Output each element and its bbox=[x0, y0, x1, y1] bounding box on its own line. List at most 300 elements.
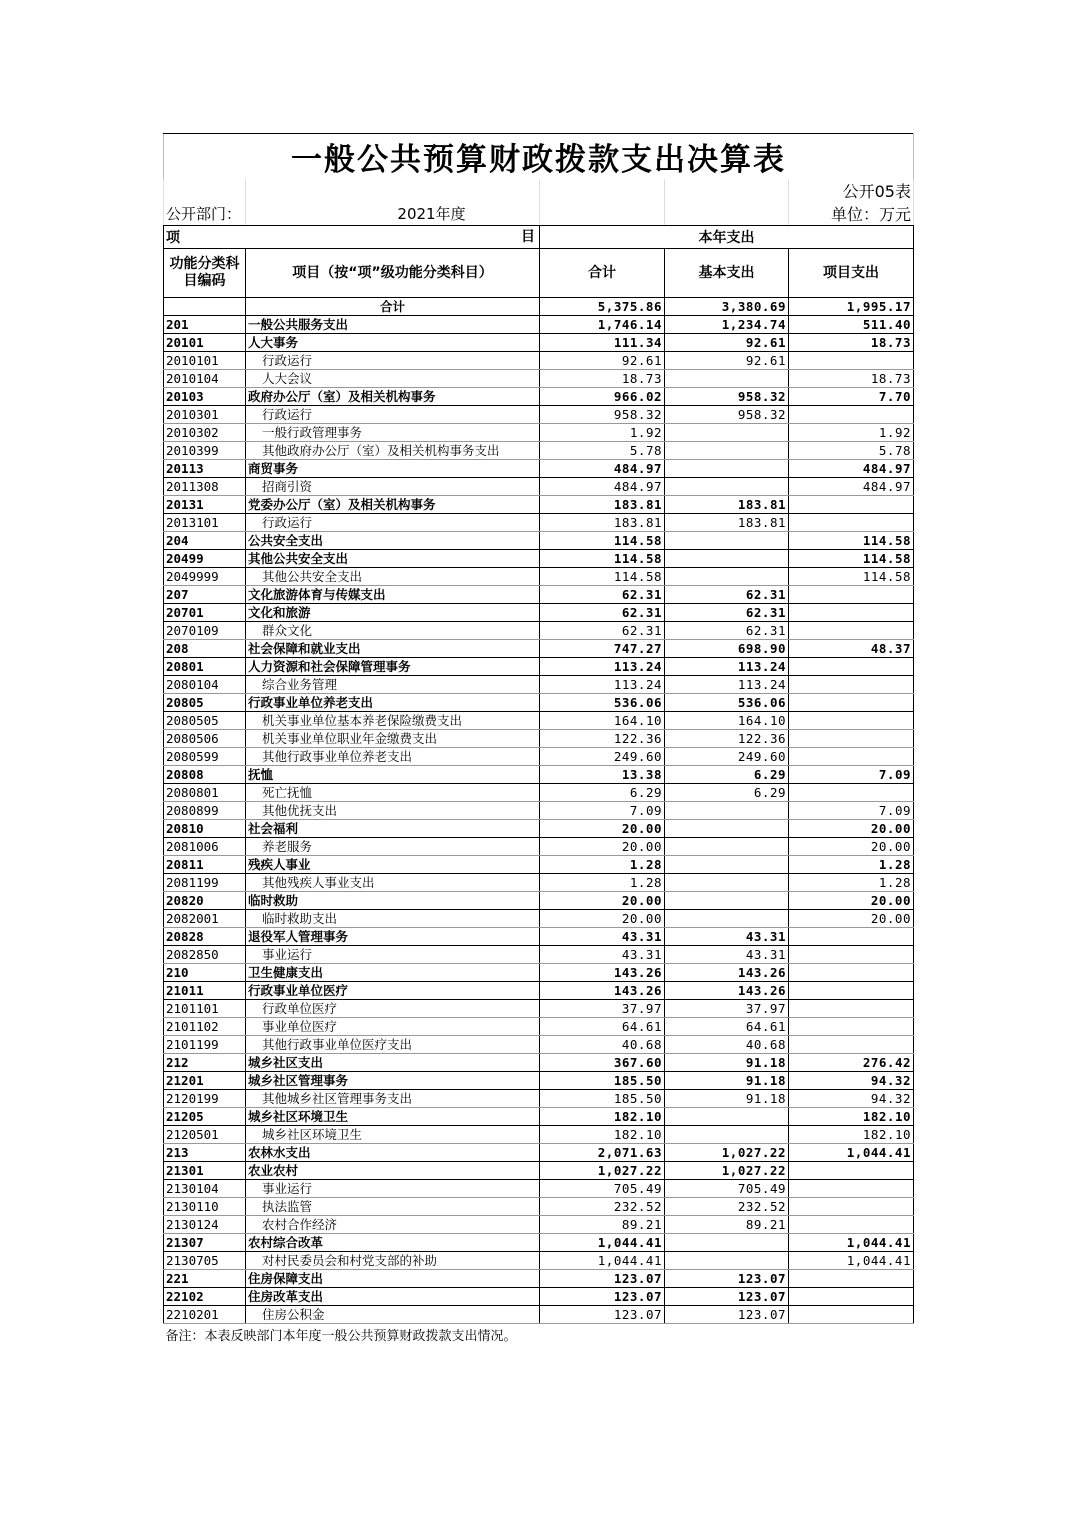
row-total: 1,746.14 bbox=[540, 316, 665, 334]
row-basic: 705.49 bbox=[665, 1180, 789, 1198]
row-name: 农村综合改革 bbox=[246, 1234, 540, 1252]
row-basic: 92.61 bbox=[665, 352, 789, 370]
row-project: 94.32 bbox=[789, 1072, 914, 1090]
row-code: 2010301 bbox=[164, 406, 246, 424]
row-project: 18.73 bbox=[789, 334, 914, 352]
row-name: 行政运行 bbox=[246, 514, 540, 532]
row-project: 1,044.41 bbox=[789, 1234, 914, 1252]
row-project bbox=[789, 1198, 914, 1216]
row-name: 公共安全支出 bbox=[246, 532, 540, 550]
table-row bbox=[164, 892, 914, 910]
row-total: 143.26 bbox=[540, 982, 665, 1000]
row-name: 死亡抚恤 bbox=[246, 784, 540, 802]
row-name: 文化旅游体育与传媒支出 bbox=[246, 586, 540, 604]
row-total: 1,044.41 bbox=[540, 1234, 665, 1252]
row-code: 20131 bbox=[164, 496, 246, 514]
row-project bbox=[789, 1018, 914, 1036]
row-code: 2010104 bbox=[164, 370, 246, 388]
row-name: 事业运行 bbox=[246, 946, 540, 964]
row-total: 18.73 bbox=[540, 370, 665, 388]
row-basic bbox=[665, 892, 789, 910]
row-project bbox=[789, 964, 914, 982]
row-basic: 89.21 bbox=[665, 1216, 789, 1234]
row-code: 2080899 bbox=[164, 802, 246, 820]
row-basic bbox=[665, 424, 789, 442]
row-name: 事业运行 bbox=[246, 1180, 540, 1198]
row-project: 1.28 bbox=[789, 874, 914, 892]
table-row bbox=[164, 1018, 914, 1036]
row-total: 1,044.41 bbox=[540, 1252, 665, 1270]
row-total: 249.60 bbox=[540, 748, 665, 766]
table-row bbox=[164, 406, 914, 424]
table-row bbox=[164, 856, 914, 874]
table-row bbox=[164, 766, 914, 784]
row-project: 20.00 bbox=[789, 910, 914, 928]
row-code: 2070109 bbox=[164, 622, 246, 640]
table-row bbox=[164, 496, 914, 514]
project-column-header: 项目支出 bbox=[789, 249, 914, 298]
row-basic: 143.26 bbox=[665, 982, 789, 1000]
row-basic bbox=[665, 442, 789, 460]
row-total: 2,071.63 bbox=[540, 1144, 665, 1162]
row-basic: 122.36 bbox=[665, 730, 789, 748]
total-column-header: 合计 bbox=[540, 249, 665, 298]
table-row bbox=[164, 1234, 914, 1252]
row-project: 1.28 bbox=[789, 856, 914, 874]
row-name: 住房改革支出 bbox=[246, 1288, 540, 1306]
row-basic: 698.90 bbox=[665, 640, 789, 658]
row-basic: 43.31 bbox=[665, 946, 789, 964]
row-project: 1,995.17 bbox=[789, 298, 914, 316]
row-total: 1.28 bbox=[540, 874, 665, 892]
row-name: 行政事业单位养老支出 bbox=[246, 694, 540, 712]
row-basic: 37.97 bbox=[665, 1000, 789, 1018]
row-code: 21307 bbox=[164, 1234, 246, 1252]
row-code: 20805 bbox=[164, 694, 246, 712]
table-row bbox=[164, 658, 914, 676]
row-basic: 123.07 bbox=[665, 1288, 789, 1306]
row-total: 122.36 bbox=[540, 730, 665, 748]
row-project: 48.37 bbox=[789, 640, 914, 658]
row-basic: 62.31 bbox=[665, 622, 789, 640]
row-basic: 1,027.22 bbox=[665, 1162, 789, 1180]
row-project bbox=[789, 1288, 914, 1306]
row-name: 其他政府办公厅（室）及相关机构事务支出 bbox=[246, 442, 540, 460]
table-row bbox=[164, 1108, 914, 1126]
row-project: 18.73 bbox=[789, 370, 914, 388]
row-name: 城乡社区支出 bbox=[246, 1054, 540, 1072]
table-row bbox=[164, 460, 914, 478]
row-project: 7.70 bbox=[789, 388, 914, 406]
row-basic bbox=[665, 532, 789, 550]
row-basic: 64.61 bbox=[665, 1018, 789, 1036]
row-project bbox=[789, 748, 914, 766]
row-project: 114.58 bbox=[789, 568, 914, 586]
row-basic: 536.06 bbox=[665, 694, 789, 712]
table-row bbox=[164, 802, 914, 820]
row-total: 123.07 bbox=[540, 1270, 665, 1288]
table-row bbox=[164, 388, 914, 406]
table-row bbox=[164, 370, 914, 388]
table-row bbox=[164, 550, 914, 568]
table-row bbox=[164, 1216, 914, 1234]
table-row bbox=[164, 586, 914, 604]
row-project: 1.92 bbox=[789, 424, 914, 442]
row-project: 5.78 bbox=[789, 442, 914, 460]
row-name: 群众文化 bbox=[246, 622, 540, 640]
row-code: 2101101 bbox=[164, 1000, 246, 1018]
table-row bbox=[164, 982, 914, 1000]
row-project: 511.40 bbox=[789, 316, 914, 334]
row-total: 113.24 bbox=[540, 676, 665, 694]
row-name: 人力资源和社会保障管理事务 bbox=[246, 658, 540, 676]
row-code: 21205 bbox=[164, 1108, 246, 1126]
row-project: 20.00 bbox=[789, 838, 914, 856]
table-row bbox=[164, 730, 914, 748]
row-project bbox=[789, 730, 914, 748]
row-name: 执法监管 bbox=[246, 1198, 540, 1216]
row-project bbox=[789, 784, 914, 802]
row-code: 212 bbox=[164, 1054, 246, 1072]
row-code: 20101 bbox=[164, 334, 246, 352]
row-total: 20.00 bbox=[540, 838, 665, 856]
row-total: 6.29 bbox=[540, 784, 665, 802]
dept-label: 公开部门： bbox=[164, 202, 246, 226]
item-header-right: 目 bbox=[521, 229, 535, 245]
row-code: 2011308 bbox=[164, 478, 246, 496]
row-project bbox=[789, 622, 914, 640]
row-basic bbox=[665, 802, 789, 820]
row-total: 232.52 bbox=[540, 1198, 665, 1216]
row-name: 综合业务管理 bbox=[246, 676, 540, 694]
row-total: 89.21 bbox=[540, 1216, 665, 1234]
row-basic: 123.07 bbox=[665, 1306, 789, 1324]
row-code: 20820 bbox=[164, 892, 246, 910]
row-code: 2010399 bbox=[164, 442, 246, 460]
table-row bbox=[164, 352, 914, 370]
row-total: 536.06 bbox=[540, 694, 665, 712]
table-row bbox=[164, 1090, 914, 1108]
row-basic: 958.32 bbox=[665, 388, 789, 406]
table-row bbox=[164, 1162, 914, 1180]
row-basic bbox=[665, 838, 789, 856]
row-name: 政府办公厅（室）及相关机构事务 bbox=[246, 388, 540, 406]
table-row bbox=[164, 1252, 914, 1270]
row-basic bbox=[665, 1234, 789, 1252]
row-project bbox=[789, 586, 914, 604]
row-total: 20.00 bbox=[540, 820, 665, 838]
row-name: 对村民委员会和村党支部的补助 bbox=[246, 1252, 540, 1270]
row-name: 社会福利 bbox=[246, 820, 540, 838]
row-basic: 62.31 bbox=[665, 604, 789, 622]
row-name: 其他城乡社区管理事务支出 bbox=[246, 1090, 540, 1108]
row-project: 94.32 bbox=[789, 1090, 914, 1108]
row-code: 2101199 bbox=[164, 1036, 246, 1054]
row-total: 5.78 bbox=[540, 442, 665, 460]
row-basic: 3,380.69 bbox=[665, 298, 789, 316]
unit-label: 单位：万元 bbox=[789, 202, 914, 226]
row-basic bbox=[665, 874, 789, 892]
table-row bbox=[164, 712, 914, 730]
row-total: 62.31 bbox=[540, 622, 665, 640]
row-name: 事业单位医疗 bbox=[246, 1018, 540, 1036]
row-name: 退役军人管理事务 bbox=[246, 928, 540, 946]
basic-column-header: 基本支出 bbox=[665, 249, 789, 298]
table-row bbox=[164, 334, 914, 352]
row-total: 43.31 bbox=[540, 928, 665, 946]
row-code: 21011 bbox=[164, 982, 246, 1000]
row-code: 208 bbox=[164, 640, 246, 658]
table-row bbox=[164, 424, 914, 442]
table-row bbox=[164, 316, 914, 334]
row-project bbox=[789, 1216, 914, 1234]
row-name: 养老服务 bbox=[246, 838, 540, 856]
row-basic: 1,234.74 bbox=[665, 316, 789, 334]
row-code: 20828 bbox=[164, 928, 246, 946]
row-total: 13.38 bbox=[540, 766, 665, 784]
page-title: 一般公共预算财政拨款支出决算表 bbox=[164, 134, 914, 180]
row-name: 行政事业单位医疗 bbox=[246, 982, 540, 1000]
row-basic bbox=[665, 478, 789, 496]
row-total: 40.68 bbox=[540, 1036, 665, 1054]
row-basic bbox=[665, 568, 789, 586]
row-name: 文化和旅游 bbox=[246, 604, 540, 622]
row-total: 367.60 bbox=[540, 1054, 665, 1072]
row-total: 123.07 bbox=[540, 1288, 665, 1306]
row-basic: 6.29 bbox=[665, 784, 789, 802]
row-project: 7.09 bbox=[789, 766, 914, 784]
table-row bbox=[164, 1126, 914, 1144]
row-code: 2130124 bbox=[164, 1216, 246, 1234]
row-total: 92.61 bbox=[540, 352, 665, 370]
row-basic: 183.81 bbox=[665, 514, 789, 532]
row-name: 卫生健康支出 bbox=[246, 964, 540, 982]
table-row bbox=[164, 928, 914, 946]
row-name: 合计 bbox=[246, 298, 540, 316]
row-basic bbox=[665, 856, 789, 874]
row-basic bbox=[665, 820, 789, 838]
table-row bbox=[164, 694, 914, 712]
row-project bbox=[789, 1000, 914, 1018]
row-code: 2013101 bbox=[164, 514, 246, 532]
row-total: 7.09 bbox=[540, 802, 665, 820]
row-project bbox=[789, 676, 914, 694]
row-name: 机关事业单位职业年金缴费支出 bbox=[246, 730, 540, 748]
row-basic: 123.07 bbox=[665, 1270, 789, 1288]
row-code: 2130705 bbox=[164, 1252, 246, 1270]
table-row bbox=[164, 622, 914, 640]
row-project bbox=[789, 406, 914, 424]
row-code: 20499 bbox=[164, 550, 246, 568]
row-code: 210 bbox=[164, 964, 246, 982]
row-project: 114.58 bbox=[789, 550, 914, 568]
row-project bbox=[789, 946, 914, 964]
table-row bbox=[164, 838, 914, 856]
row-project bbox=[789, 658, 914, 676]
row-project bbox=[789, 1180, 914, 1198]
row-code: 2101102 bbox=[164, 1018, 246, 1036]
row-project: 276.42 bbox=[789, 1054, 914, 1072]
row-total: 958.32 bbox=[540, 406, 665, 424]
table-row bbox=[164, 676, 914, 694]
row-total: 1,027.22 bbox=[540, 1162, 665, 1180]
row-name: 农业农村 bbox=[246, 1162, 540, 1180]
row-total: 114.58 bbox=[540, 532, 665, 550]
row-basic bbox=[665, 550, 789, 568]
table-row bbox=[164, 1270, 914, 1288]
row-code: 2130104 bbox=[164, 1180, 246, 1198]
row-basic: 958.32 bbox=[665, 406, 789, 424]
row-code: 207 bbox=[164, 586, 246, 604]
row-project: 7.09 bbox=[789, 802, 914, 820]
expenditure-table bbox=[163, 133, 914, 1344]
row-total: 143.26 bbox=[540, 964, 665, 982]
row-basic: 6.29 bbox=[665, 766, 789, 784]
row-name: 人大事务 bbox=[246, 334, 540, 352]
row-code: 2082850 bbox=[164, 946, 246, 964]
row-total: 1.28 bbox=[540, 856, 665, 874]
row-project: 1,044.41 bbox=[789, 1144, 914, 1162]
row-code: 2010101 bbox=[164, 352, 246, 370]
item-header bbox=[164, 226, 540, 249]
row-project bbox=[789, 928, 914, 946]
row-code: 20811 bbox=[164, 856, 246, 874]
row-name: 临时救助支出 bbox=[246, 910, 540, 928]
row-name: 住房公积金 bbox=[246, 1306, 540, 1324]
row-project: 484.97 bbox=[789, 460, 914, 478]
row-project bbox=[789, 712, 914, 730]
row-basic bbox=[665, 370, 789, 388]
row-total: 747.27 bbox=[540, 640, 665, 658]
row-project: 114.58 bbox=[789, 532, 914, 550]
row-total: 114.58 bbox=[540, 568, 665, 586]
row-basic bbox=[665, 1108, 789, 1126]
row-code: 20103 bbox=[164, 388, 246, 406]
current-year-header: 本年支出 bbox=[540, 226, 914, 249]
row-basic: 113.24 bbox=[665, 676, 789, 694]
table-note: 备注：本表反映部门本年度一般公共预算财政拨款支出情况。 bbox=[164, 1324, 914, 1345]
row-project: 182.10 bbox=[789, 1126, 914, 1144]
row-total: 123.07 bbox=[540, 1306, 665, 1324]
row-project bbox=[789, 604, 914, 622]
table-row bbox=[164, 1000, 914, 1018]
row-name: 其他行政事业单位养老支出 bbox=[246, 748, 540, 766]
row-project bbox=[789, 514, 914, 532]
row-total: 966.02 bbox=[540, 388, 665, 406]
table-row bbox=[164, 946, 914, 964]
row-project bbox=[789, 1270, 914, 1288]
table-row bbox=[164, 298, 914, 316]
row-name: 城乡社区环境卫生 bbox=[246, 1126, 540, 1144]
table-row bbox=[164, 1306, 914, 1324]
row-total: 37.97 bbox=[540, 1000, 665, 1018]
row-total: 5,375.86 bbox=[540, 298, 665, 316]
row-basic bbox=[665, 1126, 789, 1144]
row-total: 164.10 bbox=[540, 712, 665, 730]
table-row bbox=[164, 1288, 914, 1306]
table-row bbox=[164, 640, 914, 658]
row-code: 2130110 bbox=[164, 1198, 246, 1216]
row-project bbox=[789, 1306, 914, 1324]
row-basic: 62.31 bbox=[665, 586, 789, 604]
row-total: 114.58 bbox=[540, 550, 665, 568]
table-row bbox=[164, 1054, 914, 1072]
row-name: 残疾人事业 bbox=[246, 856, 540, 874]
row-total: 182.10 bbox=[540, 1126, 665, 1144]
row-total: 1.92 bbox=[540, 424, 665, 442]
row-basic: 143.26 bbox=[665, 964, 789, 982]
row-basic: 113.24 bbox=[665, 658, 789, 676]
row-basic: 92.61 bbox=[665, 334, 789, 352]
row-code: 213 bbox=[164, 1144, 246, 1162]
row-total: 185.50 bbox=[540, 1090, 665, 1108]
row-name: 机关事业单位基本养老保险缴费支出 bbox=[246, 712, 540, 730]
row-code: 2120501 bbox=[164, 1126, 246, 1144]
row-code: 20808 bbox=[164, 766, 246, 784]
row-code: 2049999 bbox=[164, 568, 246, 586]
row-code: 21301 bbox=[164, 1162, 246, 1180]
row-name: 行政运行 bbox=[246, 406, 540, 424]
table-row bbox=[164, 820, 914, 838]
row-code: 2210201 bbox=[164, 1306, 246, 1324]
row-total: 20.00 bbox=[540, 910, 665, 928]
row-code: 2081199 bbox=[164, 874, 246, 892]
row-name: 住房保障支出 bbox=[246, 1270, 540, 1288]
row-name: 抚恤 bbox=[246, 766, 540, 784]
row-code: 2080599 bbox=[164, 748, 246, 766]
row-name: 社会保障和就业支出 bbox=[246, 640, 540, 658]
row-code: 2010302 bbox=[164, 424, 246, 442]
year-label: 2021年度 bbox=[246, 202, 540, 226]
row-name: 其他公共安全支出 bbox=[246, 568, 540, 586]
row-project bbox=[789, 982, 914, 1000]
row-basic: 91.18 bbox=[665, 1054, 789, 1072]
row-code: 204 bbox=[164, 532, 246, 550]
row-total: 20.00 bbox=[540, 892, 665, 910]
row-project: 20.00 bbox=[789, 892, 914, 910]
row-basic: 232.52 bbox=[665, 1198, 789, 1216]
table-row bbox=[164, 1072, 914, 1090]
row-code: 2081006 bbox=[164, 838, 246, 856]
row-basic bbox=[665, 1252, 789, 1270]
row-code: 2082001 bbox=[164, 910, 246, 928]
row-code: 221 bbox=[164, 1270, 246, 1288]
row-name: 农村合作经济 bbox=[246, 1216, 540, 1234]
table-row bbox=[164, 1198, 914, 1216]
row-total: 64.61 bbox=[540, 1018, 665, 1036]
row-basic: 164.10 bbox=[665, 712, 789, 730]
table-row bbox=[164, 784, 914, 802]
row-code: 201 bbox=[164, 316, 246, 334]
row-basic: 40.68 bbox=[665, 1036, 789, 1054]
row-code: 20810 bbox=[164, 820, 246, 838]
row-project: 1,044.41 bbox=[789, 1252, 914, 1270]
table-row bbox=[164, 964, 914, 982]
row-name: 城乡社区管理事务 bbox=[246, 1072, 540, 1090]
table-row bbox=[164, 1144, 914, 1162]
row-project bbox=[789, 496, 914, 514]
row-name: 其他行政事业单位医疗支出 bbox=[246, 1036, 540, 1054]
row-project bbox=[789, 1036, 914, 1054]
row-total: 185.50 bbox=[540, 1072, 665, 1090]
row-name: 商贸事务 bbox=[246, 460, 540, 478]
row-basic: 1,027.22 bbox=[665, 1144, 789, 1162]
row-total: 183.81 bbox=[540, 514, 665, 532]
row-name: 农林水支出 bbox=[246, 1144, 540, 1162]
row-total: 43.31 bbox=[540, 946, 665, 964]
row-code: 20701 bbox=[164, 604, 246, 622]
row-total: 113.24 bbox=[540, 658, 665, 676]
